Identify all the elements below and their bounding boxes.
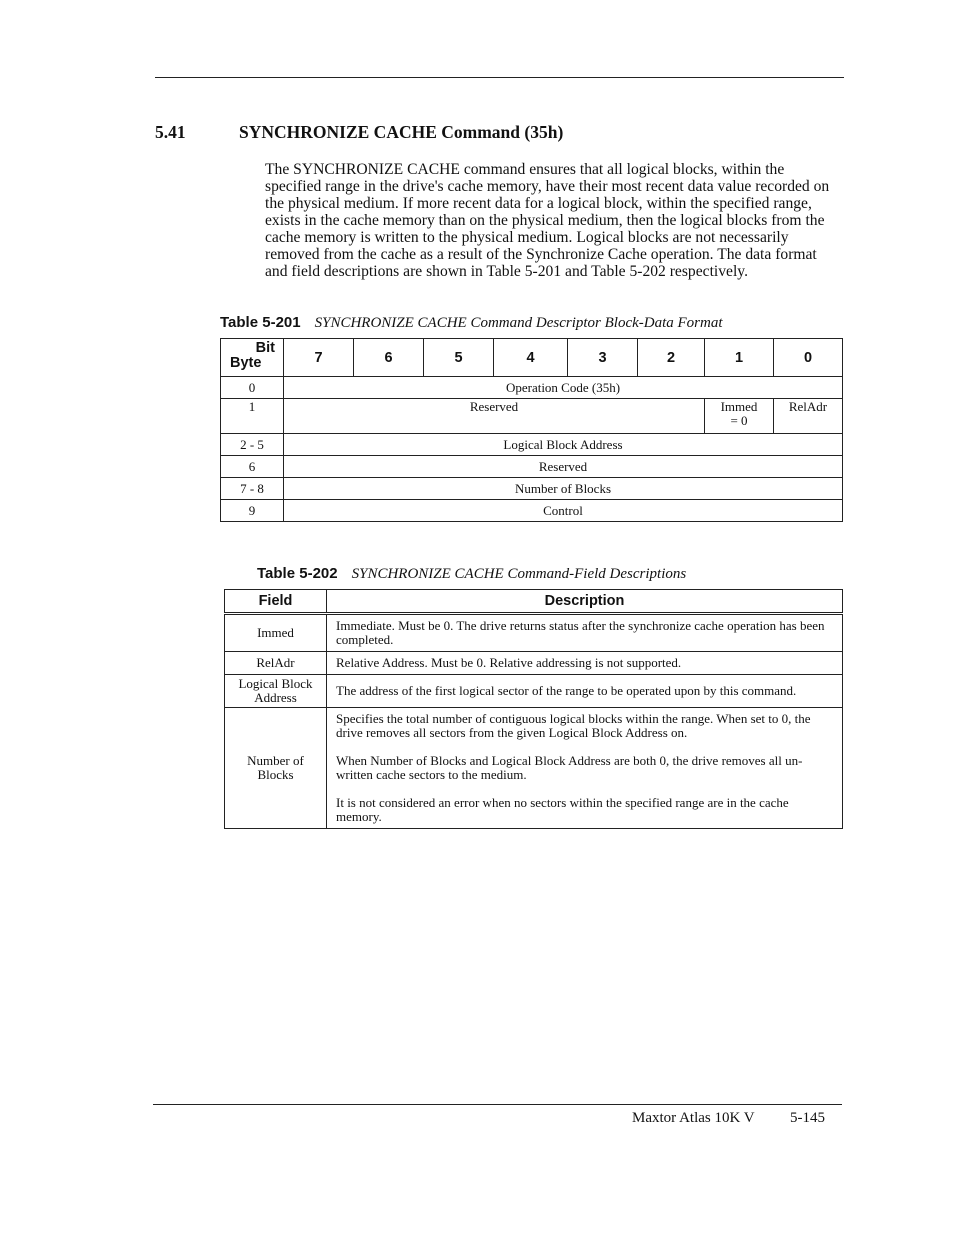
byte-number: 7 - 8 <box>221 478 284 500</box>
table-row <box>221 478 843 500</box>
field-description <box>327 652 843 675</box>
table-row <box>221 399 843 434</box>
cdb-header-row <box>221 339 843 377</box>
description-text: Immediate. Must be 0. The drive returns status after the synchronize cache operation has been completed. <box>336 618 825 647</box>
field-header: Field <box>225 590 327 614</box>
top-rule <box>155 77 844 78</box>
table-201-title: SYNCHRONIZE CACHE Command Descriptor Block-Data Format <box>314 315 723 331</box>
table-row <box>225 708 843 829</box>
bit-byte-header <box>221 339 284 377</box>
section-title: SYNCHRONIZE CACHE Command (35h) <box>239 122 564 142</box>
byte-label: Byte <box>230 355 262 371</box>
field-name: RelAdr <box>225 652 327 675</box>
byte-number: 6 <box>221 456 284 478</box>
table-201-caption <box>220 314 723 332</box>
table-row <box>225 614 843 652</box>
page-number: 5-145 <box>790 1110 825 1126</box>
byte-number: 0 <box>221 377 284 399</box>
reladr-cell: RelAdr <box>774 399 843 434</box>
table-row <box>221 456 843 478</box>
bit-label: Bit <box>255 340 275 356</box>
footer-title: Maxtor Atlas 10K V <box>632 1110 755 1126</box>
table-row <box>221 500 843 522</box>
bit-5-header: 5 <box>424 339 494 377</box>
bit-0-header: 0 <box>774 339 843 377</box>
bit-6-header: 6 <box>354 339 424 377</box>
field-cell: Logical Block Address <box>284 434 843 456</box>
byte-number: 2 - 5 <box>221 434 284 456</box>
description-header: Description <box>327 590 843 614</box>
table-202-title: SYNCHRONIZE CACHE Command-Field Descriptions <box>351 566 687 582</box>
field-name: Logical Block Address <box>225 675 327 708</box>
table-201-label: Table 5-201 <box>220 314 301 331</box>
table-202-caption <box>257 565 686 583</box>
bit-1-header: 1 <box>705 339 774 377</box>
description-text: Specifies the total number of contiguous logical blocks within the range. When set to 0, the drive removes all sectors from the given Logical Block Address on. <box>336 711 811 740</box>
bit-7-header: 7 <box>284 339 354 377</box>
description-text: It is not considered an error when no sectors within the specified range are in the cache memory. <box>336 795 789 824</box>
field-cell: Reserved <box>284 399 705 434</box>
field-description <box>327 614 843 652</box>
table-row <box>225 652 843 675</box>
field-description <box>327 708 843 829</box>
field-cell: Operation Code (35h) <box>284 377 843 399</box>
field-name: Number of Blocks <box>225 708 327 829</box>
immed-cell: Immed = 0 <box>705 399 774 434</box>
field-cell: Number of Blocks <box>284 478 843 500</box>
section-number: 5.41 <box>155 122 186 142</box>
bit-2-header: 2 <box>638 339 705 377</box>
byte-number: 9 <box>221 500 284 522</box>
field-cell: Control <box>284 500 843 522</box>
table-202-label: Table 5-202 <box>257 565 338 582</box>
field-name: Immed <box>225 614 327 652</box>
intro-paragraph: The SYNCHRONIZE CACHE command ensures that all logical blocks, within the specified range in the drive's cache memory, have their most recent data value recorded on the physical medium. If more recent data for a logical block, within the specified range, exists in the cache memory than on the physical medium, then the logical blocks from the cache memory is written to the physical medium. Logical blocks are not necessarily removed from the cache as a result of the Synchronize Cache operation. The data format and field descriptions are shown in Table 5-201 and Table 5-202 respectively. <box>265 161 830 280</box>
desc-header-row <box>225 590 843 614</box>
description-text: The address of the first logical sector of the range to be operated upon by this command. <box>336 683 797 698</box>
bit-3-header: 3 <box>568 339 638 377</box>
description-text: When Number of Blocks and Logical Block Address are both 0, the drive removes all un-written cache sectors to the medium. <box>336 753 803 782</box>
table-row <box>221 434 843 456</box>
table-row <box>221 377 843 399</box>
field-cell: Reserved <box>284 456 843 478</box>
table-row <box>225 675 843 708</box>
field-descriptions-table <box>224 589 843 829</box>
bottom-rule <box>153 1104 842 1105</box>
section-heading <box>155 122 563 143</box>
field-description <box>327 675 843 708</box>
cdb-format-table <box>220 338 843 522</box>
bit-4-header: 4 <box>494 339 568 377</box>
byte-number: 1 <box>221 399 284 434</box>
description-text: Relative Address. Must be 0. Relative addressing is not supported. <box>336 655 682 670</box>
